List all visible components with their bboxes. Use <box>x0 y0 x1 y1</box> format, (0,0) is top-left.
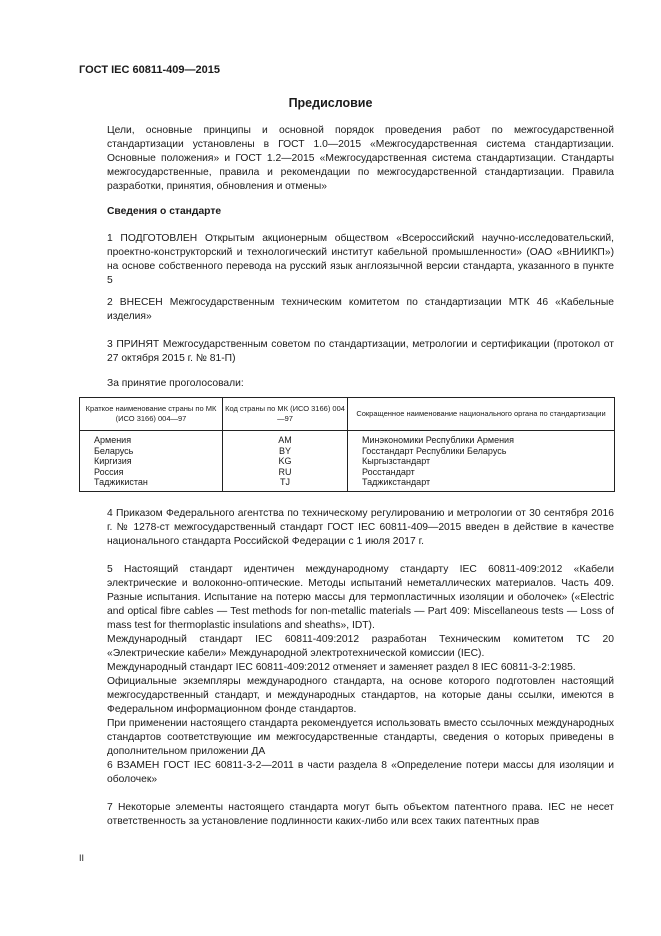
body-cell: Минэкономики Республики Армения <box>348 431 615 446</box>
country-cell: Россия <box>80 467 223 478</box>
country-cell: Армения <box>80 431 223 446</box>
item-3 <box>79 338 614 366</box>
item-5-replaces-text: Международный стандарт IEC 60811-409:2012 отменяет и заменяет раздел 8 IEC 60811-3-2:1985. <box>107 662 576 673</box>
page-title: Предисловие <box>288 96 373 110</box>
body-cell: Кыргызстандарт <box>348 456 615 467</box>
table-row <box>80 431 615 446</box>
voted-label: За принятие проголосовали: <box>107 378 244 389</box>
item-1-text: 1 ПОДГОТОВЛЕН Открытым акционерным обществом «Всероссийский научно-исследовательский, проектно-конструкторский и технологический институт кабельной промышленности» (ОАО «ВНИИКП») на основе собственного перевода на русский язык англоязычной версии стандарта, указанного в пункте 5 <box>107 233 614 286</box>
code-cell: KG <box>223 456 348 467</box>
item-6 <box>79 759 614 787</box>
column-header-code: Код страны по МК (ИСО 3166) 004—97 <box>223 398 348 431</box>
code-cell: AM <box>223 431 348 446</box>
intro-text: Цели, основные принципы и основной порядок проведения работ по межгосударственной стандартизации установлены в ГОСТ 1.0—2015 «Межгосударственная система стандартизации. Основные положения» и ГОСТ 1.2—2015 «Межгосударственная система стандартизации. Стандарты межгосударственные, правила и рекомендации по межгосударственной стандартизации. Правила разработки, принятия, обновления и отмены» <box>107 125 614 192</box>
info-heading: Сведения о стандарте <box>107 206 222 217</box>
item-1 <box>79 232 614 288</box>
body-cell: Росстандарт <box>348 467 615 478</box>
body-cell: Таджикстандарт <box>348 477 615 491</box>
code-cell: TJ <box>223 477 348 491</box>
item-4 <box>79 507 614 549</box>
item-7 <box>79 801 614 829</box>
column-header-country: Краткое наименование страны по МК (ИСО 3166) 004—97 <box>80 398 223 431</box>
item-5-developer-text: Международный стандарт IEC 60811-409:2012 разработан Техническим комитетом ТС 20 «Электрические кабели» Международной электротехнической комиссии (IEC). <box>107 634 614 659</box>
item-2 <box>79 296 614 324</box>
country-cell: Таджикистан <box>80 477 223 491</box>
voting-table <box>79 397 615 492</box>
item-5-text: 5 Настоящий стандарт идентичен международному стандарту IEC 60811-409:2012 «Кабели электрические и волоконно-оптические. Методы испытаний неметаллических материалов. Часть 409. Разные испытания. Испытание на потерю массы для термопластичных изоляции и оболочек» («Electric and optical fibre cables — Test methods for non-metallic materials — Part 409: Miscellaneous tests — Loss of mass test for thermoplastic insulations and sheaths», IDT). <box>107 564 614 631</box>
table-row <box>80 477 615 491</box>
intro-paragraph <box>79 124 614 194</box>
item-5-copies-text: Официальные экземпляры международного стандарта, на основе которого подготовлен настоящий межгосударственный стандарт, и международных стандартов, на которые даны ссылки, имеются в Федеральном информационном фонде стандартов. <box>107 676 614 715</box>
table-row <box>80 467 615 478</box>
code-cell: RU <box>223 467 348 478</box>
column-header-body: Сокращенное наименование национального органа по стандартизации <box>348 398 615 431</box>
table-row <box>80 456 615 467</box>
country-cell: Беларусь <box>80 446 223 457</box>
item-5-application-text: При применении настоящего стандарта рекомендуется использовать вместо ссылочных международных стандартов соответствующие им межгосударственные стандарты, сведения о которых приведены в дополнительном приложении ДА <box>107 718 614 757</box>
code-cell: BY <box>223 446 348 457</box>
item-4-text: 4 Приказом Федерального агентства по техническому регулированию и метрологии от 30 сентября 2016 г. № 1278-ст межгосударственный стандарт ГОСТ IEC 60811-409—2015 введен в действие в качестве национального стандарта Российской Федерации с 1 июля 2017 г. <box>107 508 614 547</box>
item-7-text: 7 Некоторые элементы настоящего стандарта могут быть объектом патентного права. IEC не несет ответственность за установление подлинности каких-либо или всех таких патентных прав <box>107 802 614 827</box>
item-2-text: 2 ВНЕСЕН Межгосударственным техническим комитетом по стандартизации МТК 46 «Кабельные изделия» <box>107 297 614 322</box>
item-5 <box>79 563 614 759</box>
table-header-row <box>80 398 615 431</box>
item-6-text: 6 ВЗАМЕН ГОСТ IEC 60811-3-2—2011 в части раздела 8 «Определение потери массы для изоляции и оболочек» <box>107 760 614 785</box>
page-number: II <box>79 853 85 863</box>
country-cell: Киргизия <box>80 456 223 467</box>
item-3-text: 3 ПРИНЯТ Межгосударственным советом по стандартизации, метрологии и сертификации (протокол от 27 октября 2015 г. № 81-П) <box>107 339 614 364</box>
table-row <box>80 446 615 457</box>
body-cell: Госстандарт Республики Беларусь <box>348 446 615 457</box>
document-header: ГОСТ IEC 60811-409—2015 <box>79 64 220 76</box>
